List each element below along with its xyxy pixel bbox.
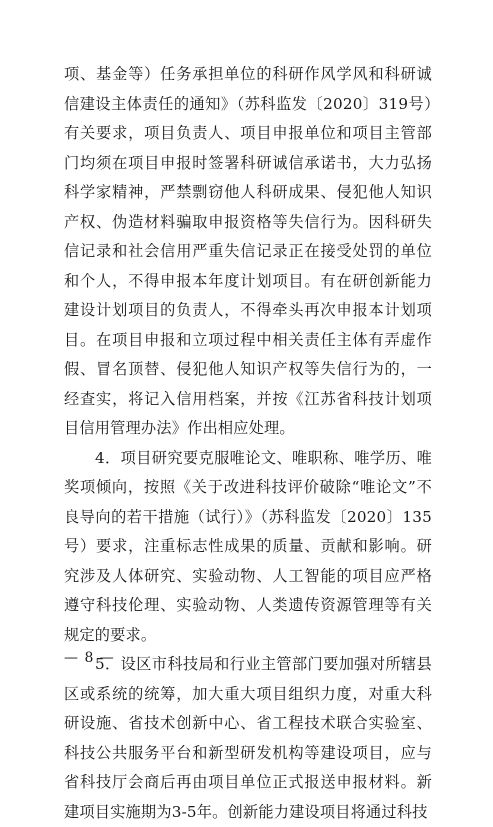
paragraph-continued: 项、基金等）任务承担单位的科研作风学风和科研诚信建设主体责任的通知》（苏科监发〔2020〕319号）有关要求，项目负责人、项目申报单位和项目主管部门均须在项目申报时签署科研诚信承诺书，大力弘扬科学家精神，严禁剽窃他人科研成果、侵犯他人知识产权、伪造材料骗取申报资格等失信行为。因科研失信记录和社会信用严重失信记录正在接受处罚的单位和个人，不得申报本年度计划项目。有在研创新能力建设计划项目的负责人，不得牵头再次申报本计划项目。在项目申报和立项过程中相关责任主体有弄虚作假、冒名顶替、侵犯他人知识产权等失信行为的，一经查实，将记入信用档案，并按《江苏省科技计划项目信用管理办法》作出相应处理。 [64, 65, 432, 437]
paragraph-item-4: 4．项目研究要克服唯论文、唯职称、唯学历、唯奖项倾向，按照《关于改进科技评价破除“唯论文”不良导向的若干措施（试行）》（苏科监发〔2020〕135号）要求，注重标志性成果的质量、贡献和影响。研究涉及人体研究、实验动物、人工智能的项目应严格遵守科技伦理、实验动物、人类遗传资源管理等有关规定的要求。 [64, 448, 432, 644]
document-body [64, 60, 432, 827]
paragraph-item-5: 5．设区市科技局和行业主管部门要加强对所辖县区或系统的统筹，加大重大项目组织力度，对重大科研设施、省技术创新中心、省工程技术联合实验室、科技公共服务平台和新型研发机构等建设项目，应与省科技厅会商后再由项目单位正式报送申报材料。新建项目实施期为3-5年。创新能力建设项目将通过科技 [64, 655, 432, 821]
page-number: — 8 — [64, 650, 115, 666]
